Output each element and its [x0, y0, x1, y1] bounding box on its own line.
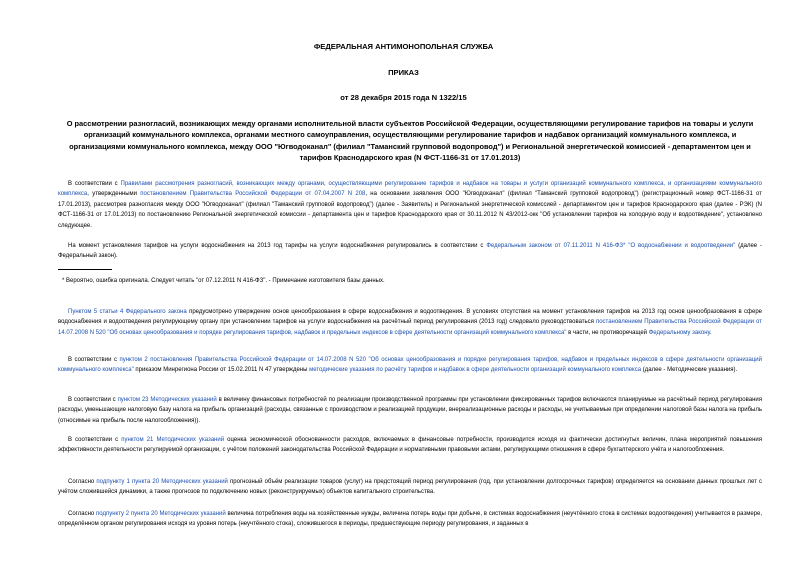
paragraph-2: На момент установления тарифов на услуги водоснабжения на 2013 год тарифы на услуги водоснабжения регулировались в соответствии с Федеральным законом от 07.11.2011 N 416-ФЗ* "О водоснабжении и водоотведении" (далее - Федеральный закон).	[58, 243, 763, 260]
link-methodical-guidelines[interactable]: методические указания по расчёту тарифов и надбавок в сфере деятельности организаций коммунального комплекса	[309, 367, 642, 374]
footnote: * Вероятно, ошибка оригинала. Следует читать "от 07.12.2011 N 416-ФЗ". - Примечание изготовителя базы данных.	[62, 278, 385, 284]
link-subclause-2-clause-20[interactable]: подпункту 2 пункта 20 Методических указаний	[96, 511, 226, 517]
agency-name: ФЕДЕРАЛЬНАЯ АНТИМОНОПОЛЬНАЯ СЛУЖБА	[313, 42, 494, 51]
link-clause-5-article-4[interactable]: Пунктом 5 статьи 4 Федерального закона	[68, 309, 187, 315]
document-date: от 28 декабря 2015 года N 1322/15	[340, 93, 467, 102]
paragraph-6: В соответствии с пунктом 21 Методических указаний оценка экономической обоснованности расходов, включаемых в финансовые потребности, производится исходя из фактически достигнутых величин, плана мероприятий повышения эффективности деятельности регулируемой организации, с учётом положений законодательства Российской Федерации и нормативными правовыми актами, регулирующими отношения в сфере бухгалтерского учёта и налогообложения.	[58, 437, 762, 454]
link-clause-23-guidelines[interactable]: пунктом 23 Методических указаний	[117, 397, 217, 403]
link-federal-law[interactable]: Федеральному закону	[648, 329, 710, 336]
paragraph-3: Пунктом 5 статьи 4 Федерального закона предусмотрено утверждение основ ценообразования в сфере водоснабжения и водоотведения. В условиях отсутствия на момент установления тарифов на 2013 год основ ценообразования в сфере водоснабжения и водоотведения регулирующему органу при установлении тарифов на услуги водоснабжения на расчётный период регулирования (2013 год) следовало руководствоваться постановлением Правительства Российской Федерации от 14.07.2008 N 520 "Об основах ценообразования и порядке регулирования тарифов, надбавок и предельных индексов в сфере деятельности организаций коммунального комплекса" в части, не противоречащей Федеральному закону.	[58, 309, 762, 336]
link-resolution-520[interactable]: постановлением Правительства Российской Федерации от 14.07.2008 N 520 "Об основах ценообразования и порядке регулирования тарифов, надбавок и предельных индексов в сфере деятельности организаций коммунального комплекса"	[58, 319, 762, 336]
link-water-supply-law[interactable]: "О водоснабжении и водоотведении"	[628, 243, 736, 249]
link-rules-disagreements[interactable]: Правилами рассмотрения разногласий, возникающих между органами, осуществляющими регулирование тарифов и надбавок на товары и услуги организаций коммунального комплекса, и организациями коммунального комплекса	[58, 181, 763, 198]
paragraph-8: Согласно подпункту 2 пункта 20 Методических указаний величина потребления воды на хозяйственные нужды, величина потерь воды при добыче, в системах водоснабжения (неучтённого стока в системах водоотведения) учитывается в размере, определённом органом регулирования исходя из уровня потерь (неучтённого стока), сложившегося в периоды, предшествующие периоду регулирования, и заданных в	[58, 511, 762, 528]
footnote-divider	[58, 269, 112, 270]
link-clause-21-guidelines[interactable]: пунктом 21 Методических указаний	[121, 437, 225, 443]
link-subclause-1-clause-20[interactable]: подпункту 1 пункта 20 Методических указаний	[96, 479, 228, 485]
paragraph-1: В соответствии с Правилами рассмотрения разногласий, возникающих между органами, осуществляющими регулирование тарифов и надбавок на товары и услуги организаций коммунального комплекса, и организациями коммунального комплекса, утвержденными постановлением Правительства Российской Федерации от 07.04.2007 N 208, на основании заявления ООО "Югводоканал" (филиал "Таманский групповой водопровод") (регистрационный номер ФСТ-1166-31 от 17.01.2013), рассмотрев разногласия между ООО "Югводоканал" (филиал "Таманский групповой водопровод") (далее - Заявитель) и Региональной энергетической комиссией - департаментом цен и тарифов Краснодарского края (далее - РЭК) (N ФСТ-1166-31 от 17.01.2013) по постановлению Региональной энергетической комиссии - департамента цен и тарифов Краснодарского края от 30.11.2012 N 43/2012-окк "Об установлении тарифов на холодную воду и водоотведение", установлено следующее.	[58, 181, 763, 229]
paragraph-4: В соответствии с пунктом 2 постановления Правительства Российской Федерации от 14.07.2008 N 520 "Об основах ценообразования и порядке регулирования тарифов, надбавок и предельных индексов в сфере деятельности организаций коммунального комплекса" приказом Минрегиона России от 15.02.2011 N 47 утверждены методические указания по расчёту тарифов и надбавок в сфере деятельности организаций коммунального комплекса (далее - Методические указания).	[58, 357, 763, 374]
paragraph-7: Согласно подпункту 1 пункта 20 Методических указаний прогнозный объём реализации товаров (услуг) на предстоящий период регулирования (год, при установлении долгосрочных тарифов) определяется на основании данных прошлых лет с учётом сложившейся динамики, а также прогнозов по подключению новых (реконструируемых) объектов капитального строительства.	[58, 479, 762, 496]
link-federal-law-416[interactable]: Федеральным законом от 07.11.2011 N 416-ФЗ*	[486, 243, 626, 249]
link-resolution-208[interactable]: постановлением Правительства Российской Федерации от 07.04.2007 N 208	[140, 191, 366, 198]
document-title: О рассмотрении разногласий, возникающих между органами исполнительной власти субъектов Российской Федерации, осуществляющими регулирование тарифов на товары и услуги организаций коммунального комплекса, органами местного самоуправления, осуществляющими регулирование тарифов и надбавок организаций коммунального комплекса, и организациями коммунального комплекса, между ООО "Югводоканал" (филиал "Таманский групповой водопровод") и Региональной энергетической комиссией - департаментом цен и тарифов Краснодарского края (N ФСТ-1166-31 от 17.01.2013)	[66, 119, 754, 163]
link-clause-2-resolution-520[interactable]: пунктом 2 постановления Правительства Российской Федерации от 14.07.2008 N 520 "Об основах ценообразования и порядке регулирования тарифов, надбавок и предельных индексов в сфере деятельности организаций коммунального комплекса"	[58, 357, 763, 374]
document-type: ПРИКАЗ	[388, 68, 419, 77]
paragraph-5: В соответствии с пунктом 23 Методических указаний в величину финансовых потребностей по реализации производственной программы при установлении фиксированных тарифов включаются планируемые на расчётный период регулирования расходы, уменьшающие налоговую базу налога на прибыль организаций (расходы, связанные с производством и реализацией продукции, внереализационные расходы и расходы, не учитываемые при определении налоговой базы налога на прибыль (относимые на прибыль после налогообложения)).	[58, 397, 762, 424]
